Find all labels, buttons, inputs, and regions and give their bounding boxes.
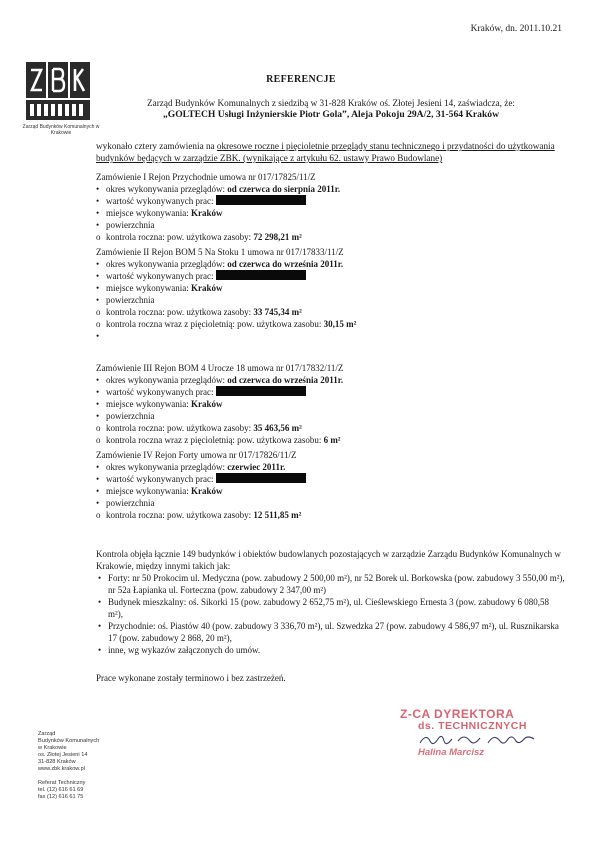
item-value: od czerwca do września 2011r. xyxy=(227,259,344,269)
bullet-marker: • xyxy=(96,295,100,305)
bullet-marker: • xyxy=(96,474,100,484)
item-value: 30,15 m² xyxy=(323,319,357,329)
bullet-marker: o xyxy=(96,423,101,433)
redacted-value xyxy=(216,386,306,396)
summary-text: Forty: nr 50 Prokocim ul. Medyczna (pow. zabudowy 2 500,00 m²), nr 52 Borek ul. Borkowska (pow. zabudowy 3 550,00 m²), nr 52a Łapianka ul. Forteczna (pow. zabudowy 2 347,00 m²) xyxy=(108,573,565,595)
document-date: Kraków, dn. 2011.10.21 xyxy=(470,24,562,34)
item-text: kontrola roczna wraz z pięcioletnią: pow. użytkowa zasobu: xyxy=(106,319,324,329)
order-items xyxy=(96,461,566,521)
order-item xyxy=(96,485,566,497)
summary-item xyxy=(96,620,566,644)
redacted-value xyxy=(216,473,306,483)
item-text: kontrola roczna wraz z pięcioletnią: pow. użytkowa zasobu: xyxy=(106,435,324,445)
bullet-marker: • xyxy=(98,597,102,607)
order-items xyxy=(96,258,566,342)
summary-text: inne, wg wykazów załączonych do umów. xyxy=(108,645,261,655)
summary-item xyxy=(96,572,566,596)
purpose-paragraph xyxy=(96,140,566,164)
item-value: 33 745,34 m² xyxy=(253,307,302,317)
item-value: od czerwca do sierpnia 2011r. xyxy=(227,184,341,194)
footer-line: 31-828 Kraków xyxy=(38,759,76,765)
intro-line-1: Zarząd Budynków Komunalnych z siedzibą w 31-828 Kraków oś. Złotej Jesieni 14, zaświadcza, że: xyxy=(147,98,515,108)
summary-list xyxy=(96,572,566,656)
stamp-name: Halina Marcisz xyxy=(418,747,484,758)
summary-item xyxy=(96,644,566,656)
order-item xyxy=(96,434,566,446)
bullet-marker: • xyxy=(96,220,100,230)
item-text: miejsce wykonywania: xyxy=(106,486,191,496)
intro-line-2: „GOLTECH Usługi Inżynierskie Piotr Gola”, Aleja Pokoju 29A/2, 31-564 Kraków xyxy=(162,109,500,120)
bullet-marker: o xyxy=(96,232,101,242)
summary-text: Budynek mieszkalny: oś. Sikorki 15 (pow. zabudowy 2 652,75 m²), ul. Cieślewskiego Ernesta 3 (pow. zabudowy 6 080,58 m²), xyxy=(108,597,549,619)
order-item xyxy=(96,330,566,342)
item-value: 35 463,56 m² xyxy=(253,423,302,433)
item-text: powierzchnia xyxy=(106,498,155,508)
order-item xyxy=(96,306,566,318)
order-item xyxy=(96,473,566,485)
bullet-marker: • xyxy=(96,411,100,421)
summary-intro: Kontrola objęła łącznie 149 budynków i obiektów budowlanych pozostających w zarządzie Zarządu Budynków Komunalnych w Krakowie, między innymi takich jak: xyxy=(96,549,561,571)
closing-text: Prace wykonane zostały terminowo i bez zastrzeżeń. xyxy=(96,673,286,683)
order-item xyxy=(96,258,566,270)
item-value: 6 m² xyxy=(323,435,341,445)
item-value: Kraków xyxy=(190,208,223,218)
order-item xyxy=(96,270,566,282)
purpose-prefix: wykonało cztery zamówienia na xyxy=(96,141,217,151)
order-item xyxy=(96,195,566,207)
order-heading: Zamówienie III Rejon BOM 4 Urocze 18 umowa nr 017/17832/11/Z xyxy=(96,363,344,373)
item-text: kontrola roczna: pow. użytkowa zasoby: xyxy=(106,423,254,433)
stamp-line-1: Z-CA DYREKTORA xyxy=(400,707,515,721)
order-1 xyxy=(96,171,566,243)
order-item xyxy=(96,497,566,509)
item-value: Kraków xyxy=(190,283,223,293)
bullet-marker: • xyxy=(96,399,100,409)
order-item xyxy=(96,294,566,306)
bullet-marker: • xyxy=(96,486,100,496)
item-value: Kraków xyxy=(190,486,223,496)
footer-line xyxy=(38,773,158,780)
director-stamp xyxy=(390,707,560,767)
item-text: wartość wykonywanych prac: xyxy=(106,271,216,281)
bullet-marker: • xyxy=(96,184,100,194)
item-text: wartość wykonywanych prac: xyxy=(106,387,216,397)
order-item xyxy=(96,374,566,386)
item-text: powierzchnia xyxy=(106,411,155,421)
item-text: miejsce wykonywania: xyxy=(106,399,191,409)
item-text: kontrola roczna: pow. użytkowa zasoby: xyxy=(106,307,254,317)
order-item xyxy=(96,461,566,473)
intro-paragraph xyxy=(96,97,566,121)
order-item xyxy=(96,183,566,195)
item-value: Kraków xyxy=(190,399,223,409)
order-item xyxy=(96,207,566,219)
summary-item xyxy=(96,596,566,620)
redacted-value xyxy=(216,195,306,205)
order-item xyxy=(96,231,566,243)
bullet-marker: • xyxy=(96,208,100,218)
stamp-line-2: ds. TECHNICZNYCH xyxy=(418,720,527,732)
item-text: wartość wykonywanych prac: xyxy=(106,474,216,484)
item-text: kontrola roczna: pow. użytkowa zasoby: xyxy=(106,510,254,520)
item-value: czerwiec 2011r. xyxy=(227,462,286,472)
bullet-marker: • xyxy=(96,462,100,472)
order-4 xyxy=(96,449,566,521)
order-item xyxy=(96,219,566,231)
bullet-marker: • xyxy=(96,387,100,397)
order-item xyxy=(96,318,566,330)
bullet-marker: • xyxy=(98,645,102,655)
item-text: powierzchnia xyxy=(106,295,155,305)
item-text: okres wykonywania przeglądów: xyxy=(106,462,228,472)
item-text: powierzchnia xyxy=(106,220,155,230)
footer-line: Zarząd xyxy=(38,731,56,737)
document-title: REFERENCJE xyxy=(266,74,336,85)
order-item xyxy=(96,398,566,410)
bullet-marker: • xyxy=(96,271,100,281)
item-value: od czerwca do września 2011r. xyxy=(227,375,344,385)
order-item xyxy=(96,386,566,398)
bullet-marker: • xyxy=(96,259,100,269)
order-heading: Zamówienie IV Rejon Forty umowa nr 017/17826/11/Z xyxy=(96,450,297,460)
item-text: kontrola roczna: pow. użytkowa zasoby: xyxy=(106,232,254,242)
item-text: okres wykonywania przeglądów: xyxy=(106,375,228,385)
bullet-marker: o xyxy=(96,510,101,520)
order-items xyxy=(96,183,566,243)
logo-caption: Zarząd Budynków Komunalnych w Krakowie xyxy=(22,124,100,136)
bullet-marker: • xyxy=(96,375,100,385)
order-heading: Zamówienie II Rejon BOM 5 Na Stoku 1 umowa nr 017/17833/11/Z xyxy=(96,247,344,257)
purpose-underlined: okresowe roczne i pięcioletnie przeglądy stanu technicznego i przydatności do użytkowania budynków będących w zarządzie ZBK. (wynikające z artykułu 62. ustawy Prawo Budowlane) xyxy=(96,141,555,163)
order-item xyxy=(96,509,566,521)
redacted-value xyxy=(216,270,306,280)
footer-line: Budynków Komunalnych xyxy=(38,738,100,744)
bullet-marker: o xyxy=(96,319,101,329)
footer-line: os. Złotej Jesieni 14 xyxy=(38,752,88,758)
bullet-marker: • xyxy=(96,283,100,293)
zbk-logo xyxy=(26,62,90,120)
summary-section xyxy=(96,548,566,656)
footer-address xyxy=(38,731,158,801)
bullet-marker: • xyxy=(96,196,100,206)
order-3 xyxy=(96,362,566,446)
item-text: okres wykonywania przeglądów: xyxy=(106,259,228,269)
bullet-marker: o xyxy=(96,435,101,445)
bullet-marker: • xyxy=(98,621,102,631)
bullet-marker: • xyxy=(98,573,102,583)
item-text: okres wykonywania przeglądów: xyxy=(106,184,228,194)
footer-line: w Krakowie xyxy=(38,745,67,751)
item-text: wartość wykonywanych prac: xyxy=(106,196,216,206)
order-item xyxy=(96,410,566,422)
item-value: 12 511,85 m² xyxy=(253,510,302,520)
summary-text: Przychodnie: oś. Piastów 40 (pow. zabudowy 3 336,70 m²), ul. Szwedzka 27 (pow. zabudowy 4 586,97 m²), ul. Rusznikarska 17 (pow. zabudowy 2 868, 20 m²), xyxy=(108,621,559,643)
footer-line: fax (12) 616 61 75 xyxy=(38,794,84,800)
footer-line: tel. (12) 616 61 69 xyxy=(38,787,84,793)
order-item xyxy=(96,282,566,294)
item-value: 72 298,21 m² xyxy=(253,232,302,242)
bullet-marker: • xyxy=(96,498,100,508)
footer-line: www.zbk.krakow.pl xyxy=(38,766,85,772)
item-text: miejsce wykonywania: xyxy=(106,208,191,218)
order-heading: Zamówienie I Rejon Przychodnie umowa nr 017/17825/11/Z xyxy=(96,172,316,182)
order-items xyxy=(96,374,566,446)
item-text: miejsce wykonywania: xyxy=(106,283,191,293)
footer-line: Referat Techniczny xyxy=(38,780,86,786)
order-item xyxy=(96,422,566,434)
order-2 xyxy=(96,246,566,342)
bullet-marker: o xyxy=(96,307,101,317)
bullet-marker: • xyxy=(96,331,100,341)
